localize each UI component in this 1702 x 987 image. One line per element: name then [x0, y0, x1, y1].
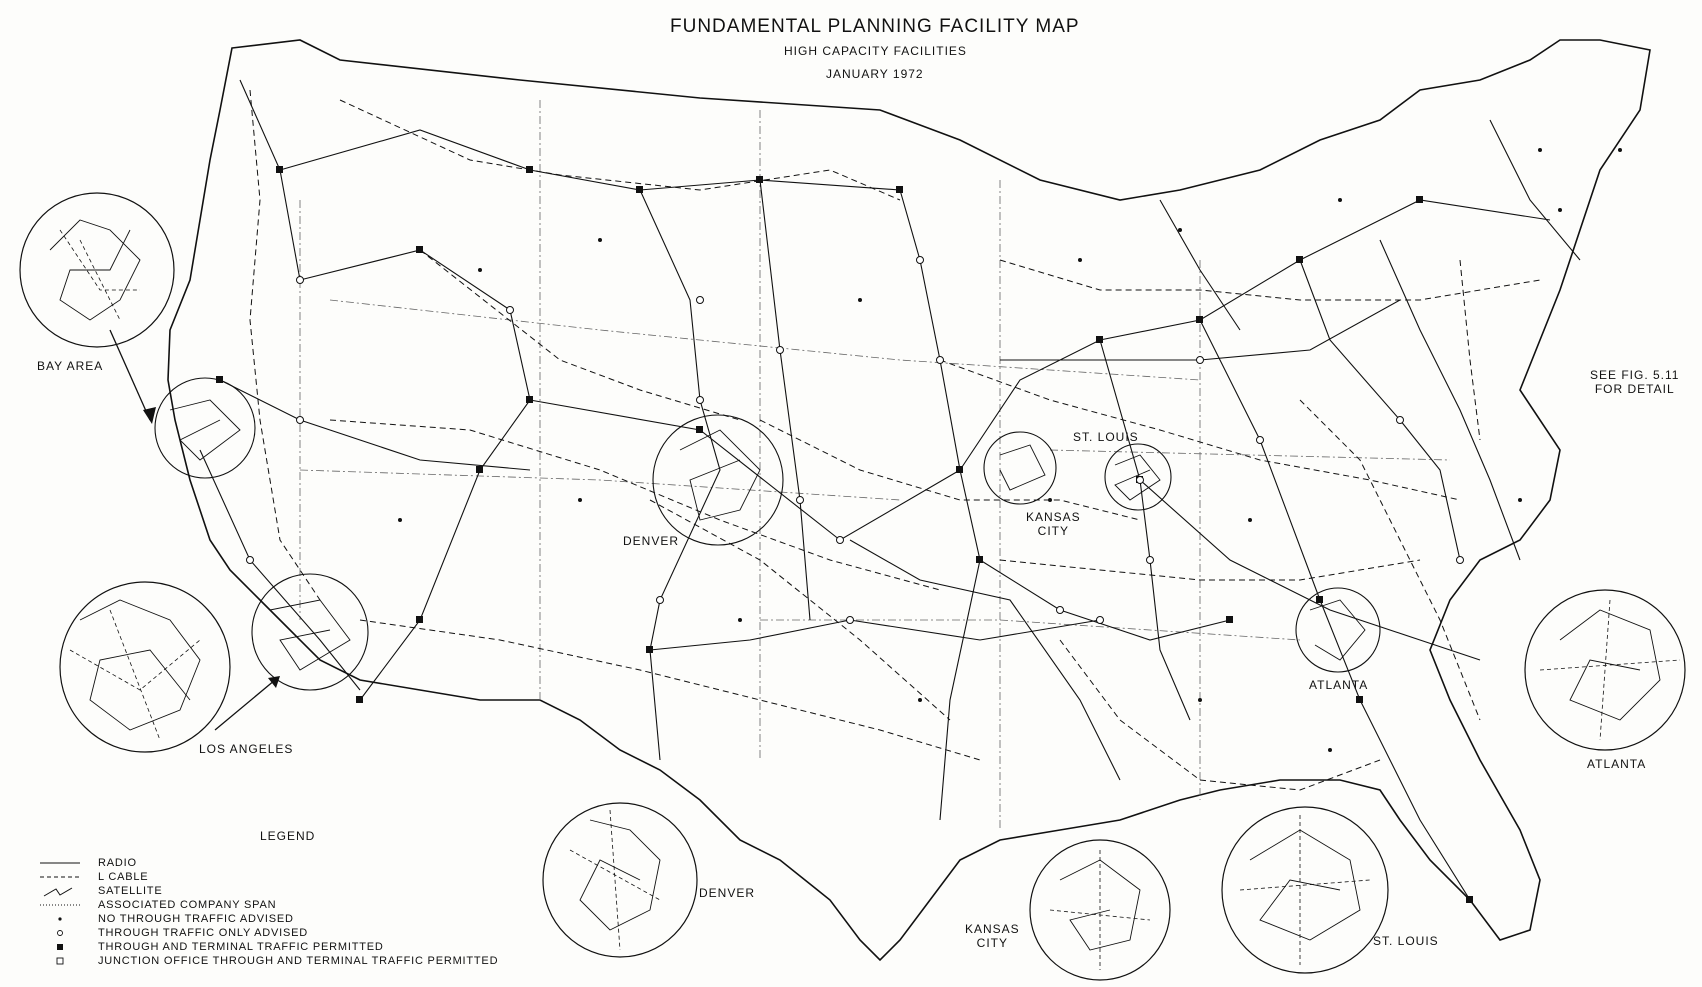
legend-item-through-only [38, 926, 558, 940]
no-through-traffic-offices [398, 148, 1622, 752]
legend [38, 856, 558, 968]
label-st-louis: ST. LOUIS [1073, 430, 1139, 444]
map-subtitle: HIGH CAPACITY FACILITIES [784, 44, 967, 58]
label-kansas-city-inset: KANSAS CITY [965, 922, 1020, 950]
legend-label: NO THROUGH TRAFFIC ADVISED [98, 913, 294, 925]
label-denver-inset: DENVER [699, 886, 756, 900]
city-cluster-circles [155, 378, 1380, 690]
through-traffic-offices [247, 257, 1464, 624]
radio-routes [200, 80, 1580, 900]
legend-label: THROUGH TRAFFIC ONLY ADVISED [98, 927, 309, 939]
legend-label: JUNCTION OFFICE THROUGH AND TERMINAL TRAFFIC PERMITTED [98, 955, 499, 967]
los-angeles-arrow [215, 680, 275, 730]
label-kansas-city: KANSAS CITY [1026, 510, 1081, 538]
inset-denver [543, 803, 697, 957]
inset-kansas-city [1030, 840, 1170, 980]
legend-label: L CABLE [98, 871, 149, 883]
city-cluster-networks [170, 400, 1365, 670]
legend-label: RADIO [98, 857, 137, 869]
label-st-louis-inset: ST. LOUIS [1373, 934, 1439, 948]
inset-los-angeles [60, 582, 230, 752]
bay-area-arrow [110, 330, 150, 420]
inset-bay-area [20, 193, 174, 347]
label-see-fig: SEE FIG. 5.11 FOR DETAIL [1590, 368, 1680, 396]
inset-atlanta [1525, 590, 1685, 750]
legend-item-satellite [38, 884, 558, 898]
inset-st-louis [1222, 807, 1388, 973]
map-date: JANUARY 1972 [826, 67, 924, 81]
legend-item-radio [38, 856, 558, 870]
label-bay-area: BAY AREA [37, 359, 104, 373]
legend-item-l-cable [38, 870, 558, 884]
legend-item-no-through [38, 912, 558, 926]
terminal-offices [216, 166, 1473, 903]
legend-item-through-terminal [38, 940, 558, 954]
legend-label: SATELLITE [98, 885, 163, 897]
label-atlanta: ATLANTA [1309, 678, 1369, 692]
legend-item-associated-span [38, 898, 558, 912]
legend-label: THROUGH AND TERMINAL TRAFFIC PERMITTED [98, 941, 384, 953]
label-denver: DENVER [623, 534, 680, 548]
map-title: FUNDAMENTAL PLANNING FACILITY MAP [670, 16, 1080, 37]
legend-item-junction-office [38, 954, 558, 968]
label-atlanta-inset: ATLANTA [1587, 757, 1647, 771]
label-los-angeles: LOS ANGELES [199, 742, 294, 756]
legend-label: ASSOCIATED COMPANY SPAN [98, 899, 277, 911]
legend-title: LEGEND [260, 829, 316, 843]
